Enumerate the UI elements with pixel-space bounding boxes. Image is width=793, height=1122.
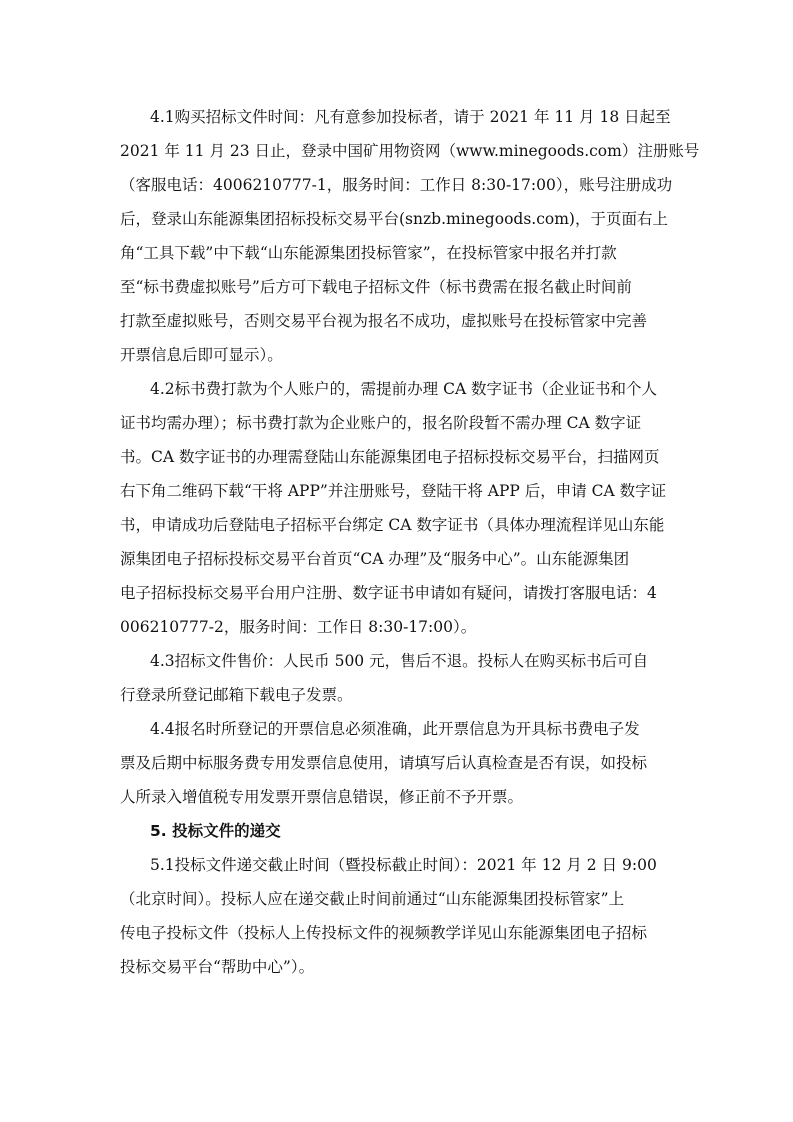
paragraph-4-2-line: 证书均需办理）；标书费打款为企业账户的，报名阶段暂不需办理 CA 数字证 (120, 414, 642, 432)
paragraph-5-1-line: 传电子投标文件（投标人上传投标文件的视频教学详见山东能源集团电子招标 (120, 924, 648, 942)
paragraph-4-3-line: 行登录所登记邮箱下载电子发票。 (120, 686, 353, 704)
paragraph-4-2-line: 006210777-2，服务时间：工作日 8:30-17:00）。 (120, 618, 477, 636)
section-5-heading: 5. 投标文件的递交 (150, 822, 281, 840)
paragraph-4-3-line: 4.3招标文件售价：人民币 500 元，售后不退。投标人在购买标书后可自 (150, 652, 649, 670)
paragraph-4-2-line: 4.2标书费打款为个人账户的，需提前办理 CA 数字证书（企业证书和个人 (150, 380, 658, 398)
paragraph-4-4-line: 4.4报名时所登记的开票信息必须准确，此开票信息为开具标书费电子发 (150, 720, 640, 738)
paragraph-5-1-line: 投标交易平台“帮助中心”）。 (120, 958, 315, 976)
paragraph-5-1-line: （北京时间）。投标人应在递交截止时间前通过“山东能源集团投标管家”上 (120, 890, 625, 908)
paragraph-4-1-line: 打款至虚拟账号，否则交易平台视为报名不成功，虚拟账号在投标管家中完善 (120, 312, 648, 330)
paragraph-4-2-line: 书。CA 数字证书的办理需登陆山东能源集团电子招标投标交易平台，扫描网页 (120, 448, 660, 466)
paragraph-4-1-line: 开票信息后即可显示）。 (120, 346, 283, 364)
paragraph-4-1-line: 4.1购买招标文件时间：凡有意参加投标者，请于 2021 年 11 月 18 日起至 (150, 108, 671, 126)
paragraph-4-1-line: （客服电话：4006210777-1，服务时间：工作日 8:30-17:00），账号注册成功 (120, 176, 673, 194)
paragraph-4-1-line: 角“工具下载”中下载“山东能源集团投标管家”，在投标管家中报名并打款 (120, 244, 617, 262)
paragraph-4-1-line: 至“标书费虚拟账号”后方可下载电子招标文件（标书费需在报名截止时间前 (120, 278, 632, 296)
paragraph-5-1-line: 5.1投标文件递交截止时间（暨投标截止时间）：2021 年 12 月 2 日 9:00 (150, 856, 657, 874)
paragraph-4-4-line: 人所录入增值税专用发票开票信息错误，修正前不予开票。 (120, 788, 524, 806)
paragraph-4-2-line: 书，申请成功后登陆电子招标平台绑定 CA 数字证书（具体办理流程详见山东能 (120, 516, 665, 534)
paragraph-4-2-line: 电子招标投标交易平台用户注册、数字证书申请如有疑问，请拨打客服电话：4 (120, 584, 657, 602)
paragraph-4-4-line: 票及后期中标服务费专用发票信息使用，请填写后认真检查是否有误，如投标 (120, 754, 648, 772)
paragraph-4-2-line: 源集团电子招标投标交易平台首页“CA 办理”及“服务中心”。山东能源集团 (120, 550, 630, 568)
paragraph-4-1-line: 2021 年 11 月 23 日止，登录中国矿用物资网（www.minegoods.com）注册账号 (120, 142, 700, 160)
paragraph-4-2-line: 右下角二维码下载“干将 APP”并注册账号，登陆干将 APP 后，申请 CA 数字证 (120, 482, 667, 500)
paragraph-4-1-line: 后，登录山东能源集团招标投标交易平台(snzb.minegoods.com)，于页面右上 (120, 210, 668, 228)
